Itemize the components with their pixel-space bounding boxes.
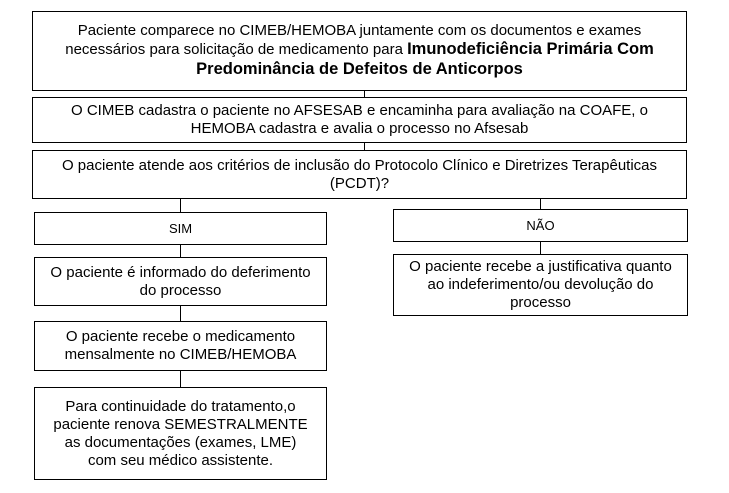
connector-step2-step3 [180, 371, 181, 387]
box-intro-bold-text: Imunodeficiência Primária Com Predominância de Defeitos de Anticorpos [196, 40, 654, 78]
branch-yes-step-1 [34, 257, 327, 306]
connector-yes-step1 [180, 245, 181, 257]
branch-yes-label-text: SIM [168, 220, 193, 236]
branch-yes-step-3-text: Para continuidade do tratamento,o paciente renova SEMESTRALMENTE as documentações (exames, LME) com seu médico assistente. [53, 397, 308, 469]
box-register [32, 97, 687, 143]
branch-yes-step-2-text: O paciente recebe o medicamento mensalmente no CIMEB/HEMOBA [64, 328, 297, 363]
branch-no-step-1-text: O paciente recebe a justificativa quanto ao indeferimento/ou devolução do processo [409, 258, 672, 311]
connector-register-question [364, 143, 365, 150]
branch-yes-step-1-text: O paciente é informado do deferimento do processo [50, 263, 311, 299]
branch-no-label [393, 209, 688, 242]
box-intro-text: Paciente comparece no CIMEB/HEMOBA juntamente com os documentos e exames necessários para solicitação de medicamento para [65, 22, 642, 59]
connector-question-yes [180, 199, 181, 212]
branch-yes-label [34, 212, 327, 245]
box-question-text: O paciente atende aos critérios de inclusão do Protocolo Clínico e Diretrizes Terapêuticas (PCDT)? [61, 156, 658, 192]
branch-yes-step-2 [34, 321, 327, 371]
connector-step1-step2 [180, 306, 181, 321]
box-question [32, 150, 687, 199]
box-intro [32, 11, 687, 91]
branch-no-step-1 [393, 254, 688, 316]
connector-no-step1 [540, 242, 541, 254]
branch-yes-step-3 [34, 387, 327, 480]
connector-question-no [540, 199, 541, 209]
box-register-text: O CIMEB cadastra o paciente no AFSESAB e encaminha para avaliação na COAFE, o HEMOBA cadastra e avalia o processo no Afsesab [71, 102, 648, 137]
branch-no-label-text: NÃO [526, 217, 555, 233]
